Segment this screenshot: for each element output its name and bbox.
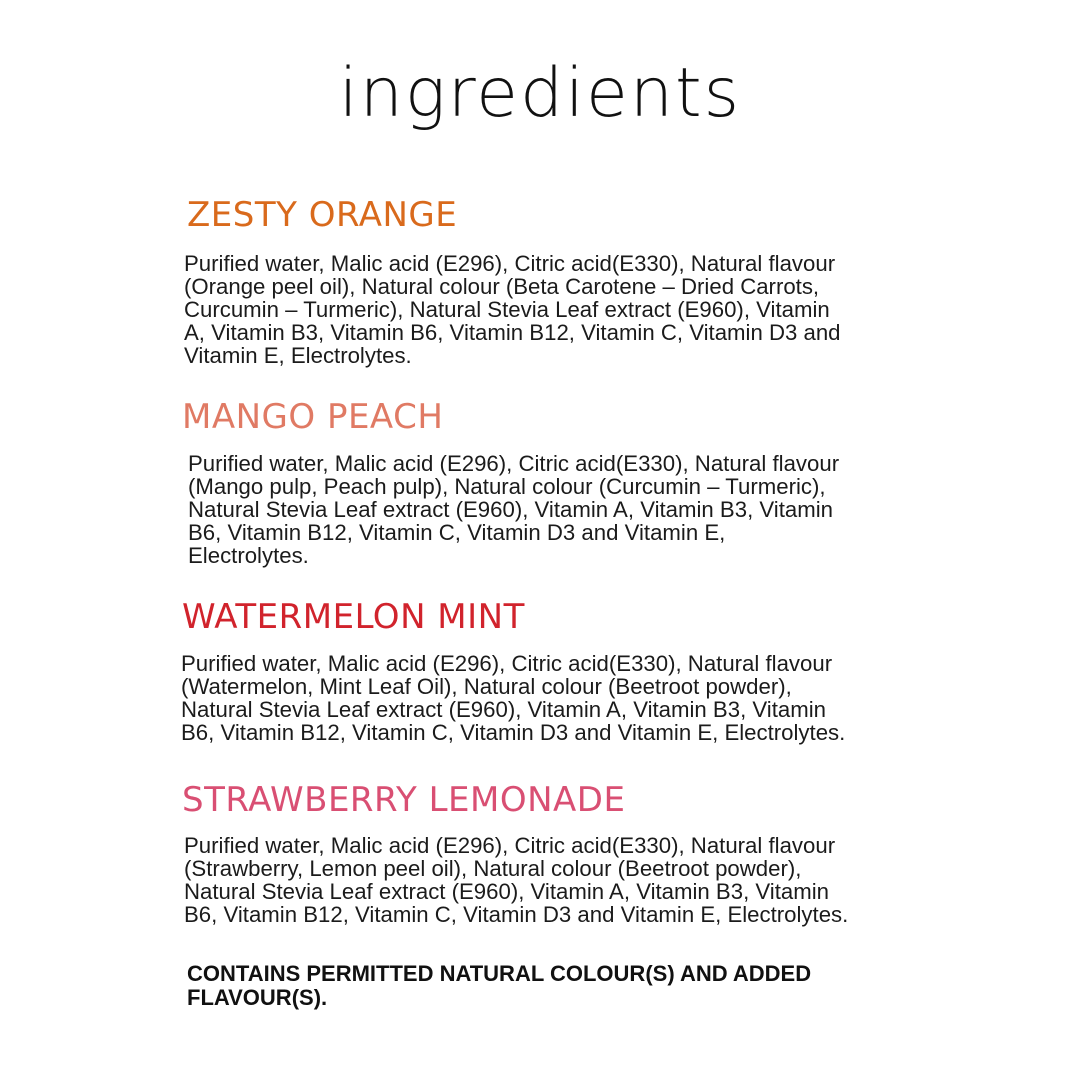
disclaimer: CONTAINS PERMITTED NATURAL COLOUR(S) AND ADDED FLAVOUR(S). <box>187 961 812 1010</box>
page-title: ingredients <box>338 54 742 133</box>
section-heading-strawberry-lemonade: STRAWBERRY LEMONADE <box>182 780 626 820</box>
section-heading-mango-peach: MANGO PEACH <box>182 397 444 437</box>
section-text-strawberry-lemonade: Purified water, Malic acid (E296), Citric acid(E330), Natural flavour (Strawberry, Lemon peel oil), Natural colour (Beetroot powder), Natural Stevia Leaf extract (E960), Vitamin A, Vitamin B3, Vitamin B6, Vitamin B12, Vitamin C, Vitamin D3 and Vitamin E, Electrolytes. <box>184 833 849 927</box>
section-text-watermelon-mint: Purified water, Malic acid (E296), Citric acid(E330), Natural flavour (Watermelon, Mint Leaf Oil), Natural colour (Beetroot powder), Natural Stevia Leaf extract (E960), Vitamin A, Vitamin B3, Vitamin B6, Vitamin B12, Vitamin C, Vitamin D3 and Vitamin E, Electrolytes. <box>181 651 846 745</box>
section-heading-zesty-orange: ZESTY ORANGE <box>187 195 458 235</box>
section-text-zesty-orange: Purified water, Malic acid (E296), Citric acid(E330), Natural flavour (Orange peel oil), Natural colour (Beta Carotene – Dried Carrots, Curcumin – Turmeric), Natural Stevia Leaf extract (E960), Vitamin A, Vitamin B3, Vitamin B6, Vitamin B12, Vitamin C, Vitamin D3 and Vitamin E, Electrolytes. <box>184 251 841 368</box>
section-heading-watermelon-mint: WATERMELON MINT <box>182 597 525 637</box>
section-text-mango-peach: Purified water, Malic acid (E296), Citric acid(E330), Natural flavour (Mango pulp, Peach pulp), Natural colour (Curcumin – Turmeric), Natural Stevia Leaf extract (E960), Vitamin A, Vitamin B3, Vitamin B6, Vitamin B12, Vitamin C, Vitamin D3 and Vitamin E, Electrolytes. <box>188 451 840 568</box>
